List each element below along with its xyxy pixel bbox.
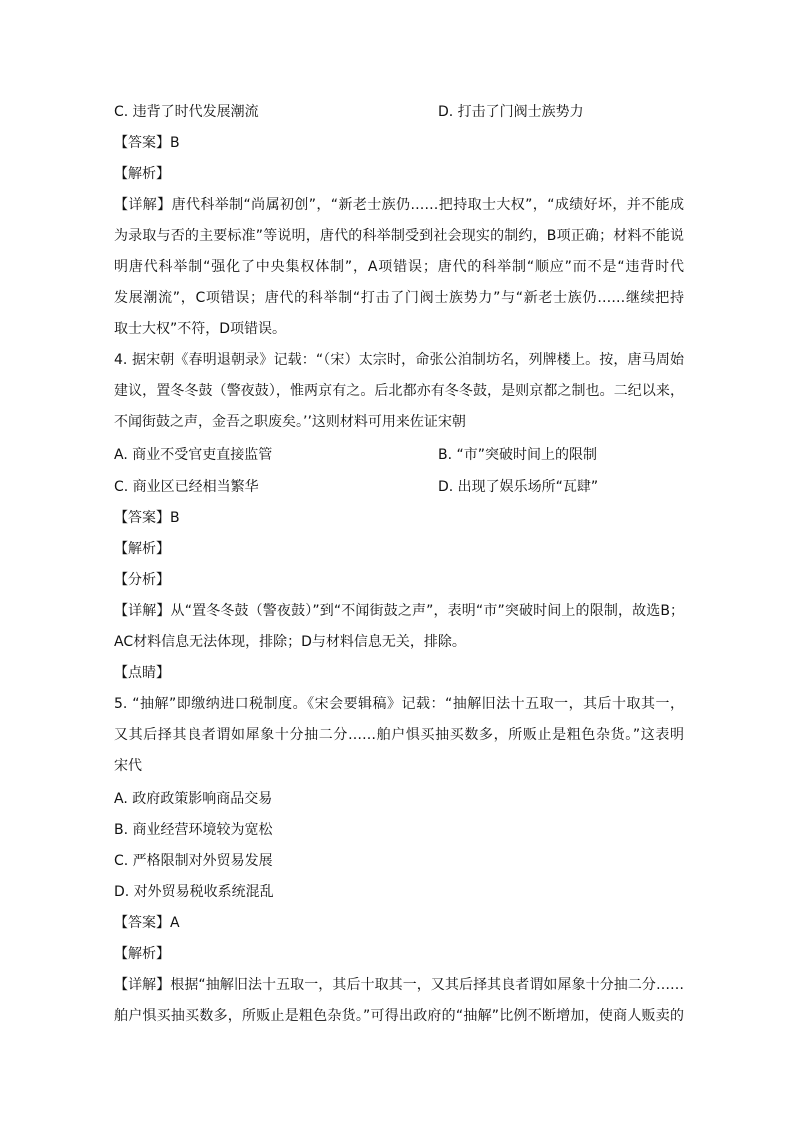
q4-analysis-label: 【解析】 bbox=[114, 541, 170, 557]
q3-detail-line: 【详解】唐代科举制“尚属初创”，“新老士族仍……把持取士大权”，“成绩好坏，并不能成 bbox=[114, 197, 684, 213]
q4-detail-line: AC材料信息无法体现，排除；D与材料信息无关，排除。 bbox=[114, 634, 466, 650]
q4-option-a: A. 商业不受官吏直接监管 bbox=[114, 447, 273, 463]
q4-option-b: B. “市”突破时间上的限制 bbox=[438, 447, 598, 463]
q3-detail-line: 取士大权”不符，D项错误。 bbox=[114, 321, 287, 337]
q5-option-a: A. 政府政策影响商品交易 bbox=[114, 791, 273, 807]
q3-detail-line: 为录取与否的主要标准”等说明，唐代的科举制受到社会现实的制约，B项正确；材料不能说 bbox=[114, 228, 684, 244]
q4-stem-line: 建议，置冬冬鼓（警夜鼓），惟两京有之。后北都亦有冬冬鼓，是则京都之制也。二纪以来， bbox=[114, 383, 684, 399]
q3-option-d: D. 打击了门阀士族势力 bbox=[438, 104, 584, 120]
q5-detail-line: 舶户惧买抽买数多，所贩止是粗色杂货。”可得出政府的“抽解”比例不断增加，使商人贩卖的 bbox=[114, 1008, 684, 1024]
q5-option-d: D. 对外贸易税收系统混乱 bbox=[114, 884, 274, 900]
q4-dianjing-label: 【点睛】 bbox=[114, 665, 170, 681]
q4-detail-line: 【详解】从“置冬冬鼓（警夜鼓）”到“不闻街鼓之声”，表明“市”突破时间上的限制，故选B； bbox=[114, 603, 684, 619]
q5-analysis-label: 【解析】 bbox=[114, 946, 170, 962]
q5-option-b: B. 商业经营环境较为宽松 bbox=[114, 822, 273, 838]
q4-answer: 【答案】B bbox=[114, 510, 180, 526]
q5-detail-line: 【详解】根据“抽解旧法十五取一，其后十取其一，又其后择其良者谓如犀象十分抽二分…… bbox=[114, 977, 684, 993]
q4-option-c: C. 商业区已经相当繁华 bbox=[114, 479, 259, 495]
q3-detail-line: 发展潮流”，C项错误；唐代的科举制“打击了门阀士族势力”与“新老士族仍……继续把持 bbox=[114, 290, 684, 306]
q3-option-c: C. 违背了时代发展潮流 bbox=[114, 104, 259, 120]
q3-detail-line: 明唐代科举制“强化了中央集权体制”，A项错误；唐代的科举制“顺应”而不是“违背时代 bbox=[114, 259, 684, 275]
q3-analysis-label: 【解析】 bbox=[114, 166, 170, 182]
q5-stem-line: 5. “抽解”即缴纳进口税制度。《宋会要辑稿》记载：“抽解旧法十五取一，其后十取其一， bbox=[114, 696, 684, 712]
q5-stem-line: 宋代 bbox=[114, 758, 142, 774]
q3-answer: 【答案】B bbox=[114, 135, 180, 151]
q4-stem-line: 不闻街鼓之声，金吾之职废矣。’’这则材料可用来佐证宋朝 bbox=[114, 414, 466, 430]
q4-stem-line: 4. 据宋朝《春明退朝录》记载：“（宋）太宗时，命张公洎制坊名，列牌楼上。按，唐马周始 bbox=[114, 352, 684, 368]
q5-answer: 【答案】A bbox=[114, 915, 180, 931]
q5-stem-line: 又其后择其良者谓如犀象十分抽二分……舶户惧买抽买数多，所贩止是粗色杂货。”这表明 bbox=[114, 727, 684, 743]
q4-option-d: D. 出现了娱乐场所“瓦肆” bbox=[438, 479, 599, 495]
q5-option-c: C. 严格限制对外贸易发展 bbox=[114, 853, 273, 869]
q4-fenxi-label: 【分析】 bbox=[114, 572, 170, 588]
